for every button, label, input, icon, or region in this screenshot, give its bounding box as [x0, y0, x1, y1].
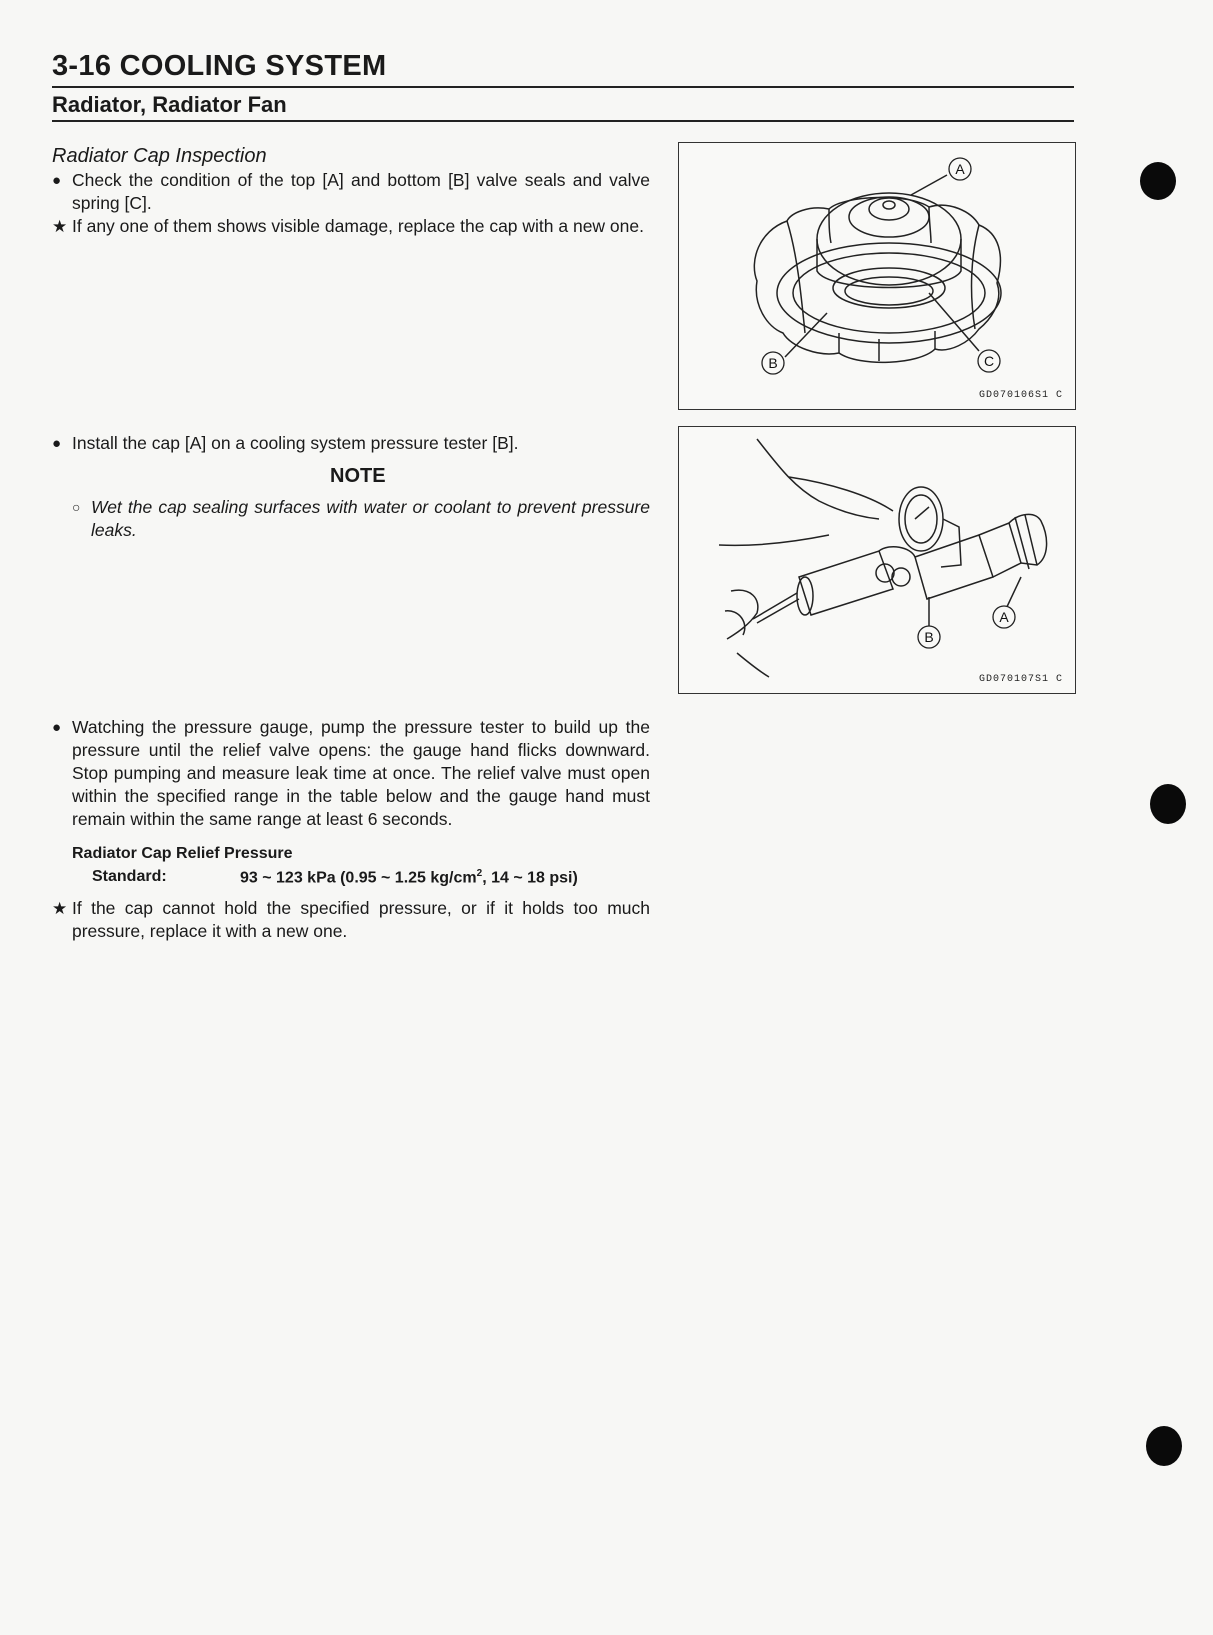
step-install-tester: Install the cap [A] on a cooling system pressure tester [B].: [72, 433, 519, 453]
bullet-icon: ●: [52, 435, 62, 452]
figure-code: GD070106S1 C: [978, 390, 1063, 401]
step-pump-tester: Watching the pressure gauge, pump the pressure tester to build up the pressure until the relief valve opens: the gauge hand flicks downward. Stop pumping and measure leak time at once. The relief valve must open within the specified range in the table below and the gauge hand must remain within the same range at least 6 seconds.: [72, 717, 650, 829]
punch-hole: [1150, 784, 1186, 824]
page-subtitle: Radiator, Radiator Fan: [52, 92, 287, 117]
header-rule-bottom: [52, 120, 1074, 122]
header-rule-top: [52, 86, 1074, 88]
figure-pressure-tester: [678, 426, 1076, 694]
figure-radiator-cap: [678, 142, 1076, 410]
callout-c-label: C: [983, 353, 995, 369]
note-text: Wet the cap sealing surfaces with water or coolant to prevent pressure leaks.: [91, 497, 650, 540]
spec-title: Radiator Cap Relief Pressure: [72, 845, 293, 862]
callout-b-label: B: [768, 355, 778, 371]
callout-a-label: A: [999, 609, 1009, 625]
section-heading: Radiator Cap Inspection: [52, 145, 267, 167]
radiator-cap-illustration: [679, 143, 1075, 409]
star-icon: ★: [52, 217, 68, 236]
punch-hole: [1140, 162, 1176, 200]
note-circle-icon: ○: [72, 499, 81, 515]
punch-hole: [1146, 1426, 1182, 1466]
bullet-icon: ●: [52, 719, 62, 736]
callout-b-label: B: [924, 629, 934, 645]
figure-code: GD070107S1 C: [978, 674, 1063, 685]
pressure-tester-illustration: [679, 427, 1075, 693]
spec-standard-label: Standard:: [92, 868, 167, 885]
bullet-icon: ●: [52, 172, 62, 189]
note-title: NOTE: [330, 465, 386, 487]
callout-a-label: A: [955, 161, 965, 177]
step-replace-if-damaged: If any one of them shows visible damage, replace the cap with a new one.: [72, 216, 644, 236]
page-title: 3-16 COOLING SYSTEM: [52, 50, 387, 82]
spec-standard-value: 93 ~ 123 kPa (0.95 ~ 1.25 $kg/cm^2$, 14 ~ 18 psi): [240, 868, 578, 887]
star-icon: ★: [52, 899, 68, 918]
step-check-seals: Check the condition of the top [A] and bottom [B] valve seals and valve spring [C].: [72, 170, 650, 213]
step-replace-if-fails: If the cap cannot hold the specified pressure, or if it holds too much pressure, replace it with a new one.: [72, 898, 650, 941]
